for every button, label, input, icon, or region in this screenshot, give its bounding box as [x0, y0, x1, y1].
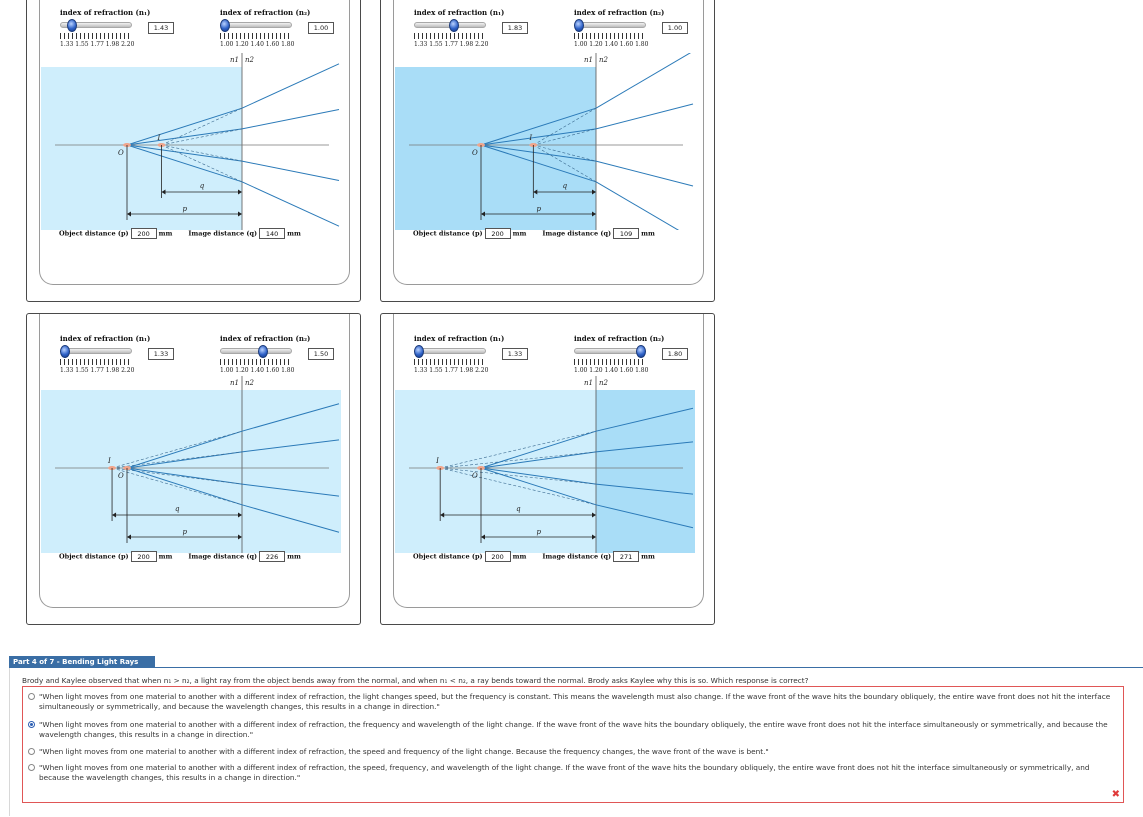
slider-title: index of refraction (n₁)	[60, 8, 151, 17]
distance-row	[413, 551, 655, 562]
image-distance-unit: mm	[287, 552, 301, 561]
slider-n2	[220, 334, 329, 374]
n2-label: n2	[599, 56, 608, 64]
slider-ticks	[60, 33, 132, 39]
n2-label: n2	[245, 56, 254, 64]
p-label: p	[182, 205, 187, 213]
image-distance-field[interactable]: 226	[259, 551, 285, 562]
slider-ticks	[220, 33, 292, 39]
answer-option-text: "When light moves from one material to another with a different index of refraction, the frequency and wavelength of the light change. If the wave front of the wave hits the boundary obliquely, the entire wave front does not hit the interface simultaneously or symmetrically, and because the wavelength changes, this results in a change in direction."	[39, 720, 1108, 739]
image-distance-label: Image distance (q)	[188, 229, 258, 238]
p-label: p	[182, 528, 187, 536]
slider-handle[interactable]	[636, 345, 646, 358]
object-distance-unit: mm	[512, 552, 527, 561]
simulation-panel-2	[380, 0, 715, 302]
slider-value-box[interactable]: 1.50	[308, 348, 334, 360]
n1-label: n1	[584, 56, 593, 64]
object-distance-label: Object distance (p)	[413, 229, 483, 238]
slider-title: index of refraction (n₁)	[414, 8, 505, 17]
slider-track[interactable]	[414, 348, 486, 354]
slider-value-box[interactable]: 1.00	[308, 22, 334, 34]
refraction-diagram	[41, 53, 341, 230]
medium-n2	[596, 390, 695, 553]
slider-scale: 1.33 1.55 1.77 1.98 2.20	[414, 41, 489, 48]
slider-ticks	[60, 359, 132, 365]
image-distance-label: Image distance (q)	[542, 552, 612, 561]
image-distance-label: Image distance (q)	[188, 552, 258, 561]
slider-track[interactable]	[574, 22, 646, 28]
slider-scale: 1.33 1.55 1.77 1.98 2.20	[60, 367, 135, 374]
simulation-panel-4	[380, 313, 715, 625]
slider-title: index of refraction (n₂)	[220, 334, 311, 343]
q-label: q	[199, 182, 205, 190]
refraction-diagram-wrap	[395, 53, 695, 234]
slider-value-box[interactable]: 1.43	[148, 22, 174, 34]
image-label: I	[436, 457, 439, 465]
slider-scale: 1.33 1.55 1.77 1.98 2.20	[60, 41, 135, 48]
q-label: q	[562, 182, 568, 190]
medium-n1	[41, 390, 242, 553]
p-label: p	[536, 528, 541, 536]
n1-label: n1	[230, 56, 239, 64]
slider-value-box[interactable]: 1.33	[502, 348, 528, 360]
slider-n2	[574, 8, 683, 48]
slider-scale: 1.00 1.20 1.40 1.60 1.80	[574, 367, 649, 374]
slider-handle[interactable]	[67, 19, 77, 32]
simulation-frame	[393, 314, 704, 608]
slider-handle[interactable]	[449, 19, 459, 32]
slider-handle[interactable]	[220, 19, 230, 32]
slider-value-box[interactable]: 1.83	[502, 22, 528, 34]
n1-label: n1	[584, 379, 593, 387]
radio-button-selected[interactable]	[28, 721, 35, 728]
slider-scale: 1.33 1.55 1.77 1.98 2.20	[414, 367, 489, 374]
n1-label: n1	[230, 379, 239, 387]
answer-option-text: "When light moves from one material to another with a different index of refraction, the speed, frequency, and wavelength of the light change. If the wave front of the wave hits the boundary obliquely, the entire wave front does not hit the interface simultaneously or symmetrically, and because the wavelength changes, this results in a change in direction."	[39, 763, 1090, 782]
radio-button[interactable]	[28, 764, 35, 771]
slider-title: index of refraction (n₁)	[60, 334, 151, 343]
object-distance-label: Object distance (p)	[59, 229, 129, 238]
image-label: I	[529, 134, 533, 142]
image-distance-label: Image distance (q)	[542, 229, 612, 238]
slider-ticks	[414, 359, 486, 365]
part-left-border	[9, 668, 10, 816]
slider-n2	[220, 8, 329, 48]
simulation-panel-1	[26, 0, 361, 302]
slider-value-box[interactable]: 1.80	[662, 348, 688, 360]
object-label: O	[118, 472, 124, 480]
medium-n1	[395, 390, 596, 553]
object-distance-unit: mm	[158, 552, 173, 561]
medium-n1	[41, 67, 242, 230]
answer-options	[22, 686, 1124, 803]
refraction-diagram-wrap	[41, 376, 341, 557]
distance-row	[413, 228, 655, 239]
simulation-frame	[39, 314, 350, 608]
part-divider	[9, 667, 1143, 668]
image-distance-unit: mm	[641, 552, 655, 561]
radio-button[interactable]	[28, 748, 35, 755]
q-label: q	[175, 505, 180, 513]
image-distance-unit: mm	[287, 229, 301, 238]
n2-label: n2	[245, 379, 254, 387]
object-distance-field[interactable]: 200	[131, 228, 157, 239]
slider-track[interactable]	[60, 348, 132, 354]
medium-n2	[242, 67, 341, 230]
q-label: q	[516, 505, 521, 513]
simulation-frame	[393, 0, 704, 285]
incorrect-icon: ✖	[1111, 789, 1120, 800]
image-distance-unit: mm	[641, 229, 655, 238]
object-label: O	[472, 149, 478, 157]
slider-title: index of refraction (n₂)	[574, 8, 665, 17]
object-distance-label: Object distance (p)	[59, 552, 129, 561]
slider-ticks	[414, 33, 486, 39]
object-distance-field[interactable]: 200	[485, 228, 511, 239]
object-distance-field[interactable]: 200	[131, 551, 157, 562]
slider-n1	[414, 8, 523, 48]
medium-n2	[596, 67, 695, 230]
p-label: p	[536, 205, 541, 213]
slider-title: index of refraction (n₂)	[220, 8, 311, 17]
medium-n1	[395, 67, 596, 230]
refraction-diagram	[395, 53, 695, 230]
slider-value-box[interactable]: 1.00	[662, 22, 688, 34]
answer-option-text: "When light moves from one material to another with a different index of refraction, the speed and frequency of the light change. Because the frequency changes, the wave front of the wave is bent."	[39, 747, 769, 756]
n2-label: n2	[599, 379, 608, 387]
object-distance-field[interactable]: 200	[485, 551, 511, 562]
refraction-diagram	[41, 376, 341, 553]
part-header: Part 4 of 7 - Bending Light Rays	[9, 656, 155, 668]
slider-n2	[574, 334, 683, 374]
slider-scale: 1.00 1.20 1.40 1.60 1.80	[574, 41, 649, 48]
question-text: Brody and Kaylee observed that when n₁ > n₂, a light ray from the object bends away from the normal, and when n₁ < n₂, a ray bends toward the normal. Brody asks Kaylee why this is so. Which response is correct?	[22, 676, 809, 685]
refraction-diagram-wrap	[41, 53, 341, 234]
object-distance-unit: mm	[512, 229, 527, 238]
slider-ticks	[574, 359, 646, 365]
image-label: I	[157, 134, 161, 142]
distance-row	[59, 551, 301, 562]
slider-scale: 1.00 1.20 1.40 1.60 1.80	[220, 367, 295, 374]
object-distance-label: Object distance (p)	[413, 552, 483, 561]
answer-option-text: "When light moves from one material to another with a different index of refraction, the light changes speed, but the frequency is constant. This means the wavelength must also change. If the wave front of the wave hits the boundary obliquely, the entire wave front does not hit the interface simultaneously or symmetrically, and because the wavelength changes, this results in a change in direction."	[39, 692, 1111, 711]
slider-handle[interactable]	[574, 19, 584, 32]
object-label: O	[472, 472, 478, 480]
slider-title: index of refraction (n₂)	[574, 334, 665, 343]
refraction-diagram-wrap	[395, 376, 695, 557]
slider-track[interactable]	[220, 22, 292, 28]
radio-button[interactable]	[28, 693, 35, 700]
slider-ticks	[220, 359, 292, 365]
slider-handle[interactable]	[414, 345, 424, 358]
image-distance-field[interactable]: 271	[613, 551, 639, 562]
slider-track[interactable]	[220, 348, 292, 354]
distance-row	[59, 228, 301, 239]
slider-title: index of refraction (n₁)	[414, 334, 505, 343]
slider-n1	[60, 334, 169, 374]
slider-ticks	[574, 33, 646, 39]
refraction-diagram	[395, 376, 695, 553]
object-distance-unit: mm	[158, 229, 173, 238]
slider-n1	[60, 8, 169, 48]
slider-handle[interactable]	[258, 345, 268, 358]
slider-value-box[interactable]: 1.33	[148, 348, 174, 360]
simulation-frame	[39, 0, 350, 285]
slider-handle[interactable]	[60, 345, 70, 358]
object-label: O	[118, 149, 124, 157]
slider-scale: 1.00 1.20 1.40 1.60 1.80	[220, 41, 295, 48]
slider-n1	[414, 334, 523, 374]
image-distance-field[interactable]: 140	[259, 228, 285, 239]
simulation-panel-3	[26, 313, 361, 625]
image-label: I	[108, 457, 111, 465]
image-distance-field[interactable]: 109	[613, 228, 639, 239]
